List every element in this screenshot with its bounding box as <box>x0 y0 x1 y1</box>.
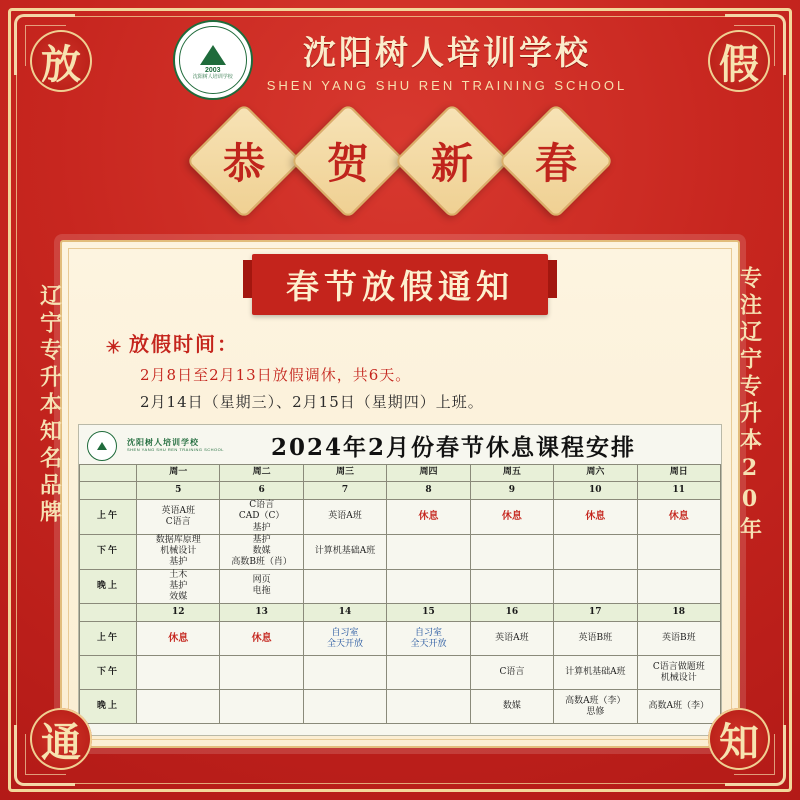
schedule-entry: 数媒 <box>502 701 521 712</box>
schedule-row-evening <box>80 690 721 724</box>
schedule-entry: CAD（C） <box>238 511 285 522</box>
date-cell-14: 14 <box>303 604 386 622</box>
diamond-char-1: 恭 <box>222 138 266 188</box>
schedule-logo-cn: 沈阳树人培训学校 <box>127 437 199 447</box>
schedule-entry: 高数B班（肖） <box>231 557 292 568</box>
diamond-gong <box>186 103 302 219</box>
side-slogan-left: 辽宁专升本知名品牌 <box>36 283 63 527</box>
schedule-cell <box>303 569 386 604</box>
schedule-cell <box>137 690 220 724</box>
schedule-cell <box>470 656 553 690</box>
schedule-table <box>79 464 721 724</box>
date-cell-17: 17 <box>554 604 637 622</box>
corner-char-jia: 假 <box>708 30 770 92</box>
tree-icon-small <box>97 442 107 450</box>
schedule-cell <box>303 656 386 690</box>
schedule-entry: C语言 <box>499 667 525 678</box>
schedule-cell <box>387 690 470 724</box>
schedule-entry: 自习室 <box>331 627 359 638</box>
schedule-cell <box>637 534 720 569</box>
schedule-cell <box>554 534 637 569</box>
weekday-header-1: 周一 <box>137 465 220 482</box>
schedule-entry: 高数A班（李） <box>648 701 710 712</box>
schedule-cell <box>220 534 303 569</box>
row-label-evening: 晚上 <box>80 569 137 604</box>
date-header-row <box>80 482 721 500</box>
schedule-entry: 高数A班（李） <box>565 695 626 706</box>
logo-ring <box>179 26 247 94</box>
schedule-entry: 机械设计 <box>660 672 697 683</box>
schedule-entry: 英语B班 <box>661 633 696 644</box>
row-label-evening: 晚上 <box>80 690 137 724</box>
date-cell-5: 5 <box>137 482 220 500</box>
schedule-entry: 英语A班 <box>161 505 195 516</box>
schedule-entry: 数据库原理 <box>155 534 201 545</box>
asterisk-icon <box>106 335 121 350</box>
schedule-title: 2024年2月份春节休息课程安排 <box>270 434 636 461</box>
schedule-cell <box>220 656 303 690</box>
schedule-entry: 英语A班 <box>495 633 529 644</box>
schedule-entry: 自习室 <box>414 627 442 638</box>
schedule-logo-en: SHEN YANG SHU REN TRAINING SCHOOL <box>127 446 224 452</box>
schedule-cell <box>637 622 720 656</box>
weekday-header-4: 周四 <box>387 465 470 482</box>
schedule-entry: 休息 <box>668 510 689 522</box>
schedule-entry: 数媒 <box>252 546 271 556</box>
poster-header <box>0 14 800 106</box>
date-cell-11: 11 <box>637 482 720 500</box>
schedule-cell <box>137 622 220 656</box>
schedule-cell <box>554 500 637 535</box>
schedule-cell <box>220 500 303 535</box>
diamond-char-2: 贺 <box>326 138 370 188</box>
schedule-cell <box>470 500 553 535</box>
schedule-entry: 全天开放 <box>410 638 447 649</box>
date-cell-15: 15 <box>387 604 470 622</box>
schedule-logo <box>87 431 117 461</box>
schedule-cell <box>554 622 637 656</box>
schedule-entry: 休息 <box>418 510 439 522</box>
schedule-entry: 计算机基础A班 <box>565 667 626 678</box>
date-cell-8: 8 <box>387 482 470 500</box>
notice-heading-text: 放假时间： <box>129 332 239 356</box>
schedule-entry: 休息 <box>251 632 272 644</box>
side-slogan-right: 专注辽宁专升本20年 <box>736 266 763 544</box>
corner-char-tong: 通 <box>30 708 92 770</box>
schedule-entry: 机械设计 <box>160 546 197 556</box>
schedule-entry: 英语A班 <box>328 511 362 522</box>
schedule-cell <box>303 690 386 724</box>
schedule-cell <box>470 622 553 656</box>
schedule-cell <box>637 690 720 724</box>
schedule-cell <box>220 569 303 604</box>
weekday-header-5: 周五 <box>470 465 553 482</box>
schedule-entry: 思修 <box>586 706 605 717</box>
content-panel <box>60 240 740 748</box>
notice-line-2: 2月14日（星期三）、2月15日（星期四）上班。 <box>140 393 484 411</box>
schedule-cell <box>470 690 553 724</box>
schedule-row-morning <box>80 622 721 656</box>
schedule-row-afternoon <box>80 534 721 569</box>
weekday-header-3: 周三 <box>303 465 386 482</box>
schedule-entry: 网页 <box>252 575 271 586</box>
diamond-char-3: 新 <box>430 138 474 188</box>
page-title: 春节放假通知 <box>252 254 548 315</box>
corner-char-fang: 放 <box>30 30 92 92</box>
schedule-row-morning <box>80 500 721 535</box>
schedule-cell <box>554 569 637 604</box>
date-header-row <box>80 604 721 622</box>
schedule-entry: C语言做题班 <box>652 661 705 672</box>
schedule-entry: 计算机基础A班 <box>314 546 376 556</box>
weekday-header-row <box>80 465 721 482</box>
date-cell-6: 6 <box>220 482 303 500</box>
schedule-cell <box>303 500 386 535</box>
diamond-char-4: 春 <box>534 138 578 188</box>
schedule-cell <box>637 656 720 690</box>
diamond-he <box>290 103 406 219</box>
schedule-entry: 英语B班 <box>578 633 613 644</box>
corner-char-zhi: 知 <box>708 708 770 770</box>
greeting-diamonds <box>0 106 800 216</box>
schedule-entry: 基护 <box>252 534 271 545</box>
weekday-header-6: 周六 <box>554 465 637 482</box>
schedule-entry: 休息 <box>585 510 606 522</box>
schedule-cell <box>554 656 637 690</box>
school-name-en: SHEN YANG SHU REN TRAINING SCHOOL <box>266 78 628 93</box>
schedule-entry: 基护 <box>169 580 188 591</box>
schedule-card <box>78 424 722 736</box>
row-label-afternoon: 下午 <box>80 534 137 569</box>
schedule-row-evening <box>80 569 721 604</box>
row-label-afternoon: 下午 <box>80 656 137 690</box>
notice-block <box>106 328 694 412</box>
schedule-cell <box>137 500 220 535</box>
date-cell-13: 13 <box>220 604 303 622</box>
schedule-cell <box>220 690 303 724</box>
schedule-entry: 休息 <box>168 632 189 644</box>
schedule-cell <box>303 534 386 569</box>
logo-school-name: 沈阳树人培训学校 <box>192 73 233 80</box>
schedule-logo-text <box>127 439 224 452</box>
date-cell-9: 9 <box>470 482 553 500</box>
school-logo <box>173 20 253 100</box>
date-cell-12: 12 <box>137 604 220 622</box>
date-cell-10: 10 <box>554 482 637 500</box>
schedule-cell <box>387 534 470 569</box>
schedule-cell <box>220 622 303 656</box>
schedule-entry: 电拖 <box>252 586 271 597</box>
schedule-entry: 土木 <box>169 569 188 580</box>
schedule-cell <box>387 622 470 656</box>
corner-blank-cell <box>80 465 137 482</box>
schedule-row-afternoon <box>80 656 721 690</box>
schedule-cell <box>554 690 637 724</box>
schedule-cell <box>637 569 720 604</box>
school-title-block <box>267 27 628 93</box>
schedule-cell <box>137 656 220 690</box>
weekday-header-7: 周日 <box>637 465 720 482</box>
schedule-cell <box>637 500 720 535</box>
schedule-entry: C语言 <box>165 516 191 527</box>
notice-heading-row <box>106 328 694 357</box>
schedule-entry: C语言 <box>249 500 275 510</box>
date-cell-18: 18 <box>637 604 720 622</box>
date-cell-7: 7 <box>303 482 386 500</box>
schedule-entry: 基护 <box>169 557 188 568</box>
schedule-cell <box>387 656 470 690</box>
schedule-entry: 效媒 <box>169 592 188 602</box>
schedule-cell <box>137 534 220 569</box>
row-label-morning: 上午 <box>80 500 137 535</box>
date-cell-16: 16 <box>470 604 553 622</box>
schedule-cell <box>387 569 470 604</box>
weekday-header-2: 周二 <box>220 465 303 482</box>
schedule-entry: 全天开放 <box>327 638 364 649</box>
schedule-header <box>79 425 721 464</box>
schedule-cell <box>137 569 220 604</box>
notice-line-1: 2月8日至2月13日放假调休，共6天。 <box>140 366 412 384</box>
school-name-cn: 沈阳树人培训学校 <box>303 33 591 72</box>
date-row-blank <box>80 604 137 622</box>
logo-year: 2003 <box>204 66 221 74</box>
schedule-cell <box>470 569 553 604</box>
diamond-xin <box>394 103 510 219</box>
diamond-chun <box>498 103 614 219</box>
row-label-morning: 上午 <box>80 622 137 656</box>
schedule-cell <box>303 622 386 656</box>
schedule-entry: 休息 <box>501 510 522 522</box>
schedule-entry: 基护 <box>252 522 271 533</box>
schedule-cell <box>470 534 553 569</box>
schedule-cell <box>387 500 470 535</box>
date-row-blank <box>80 482 137 500</box>
